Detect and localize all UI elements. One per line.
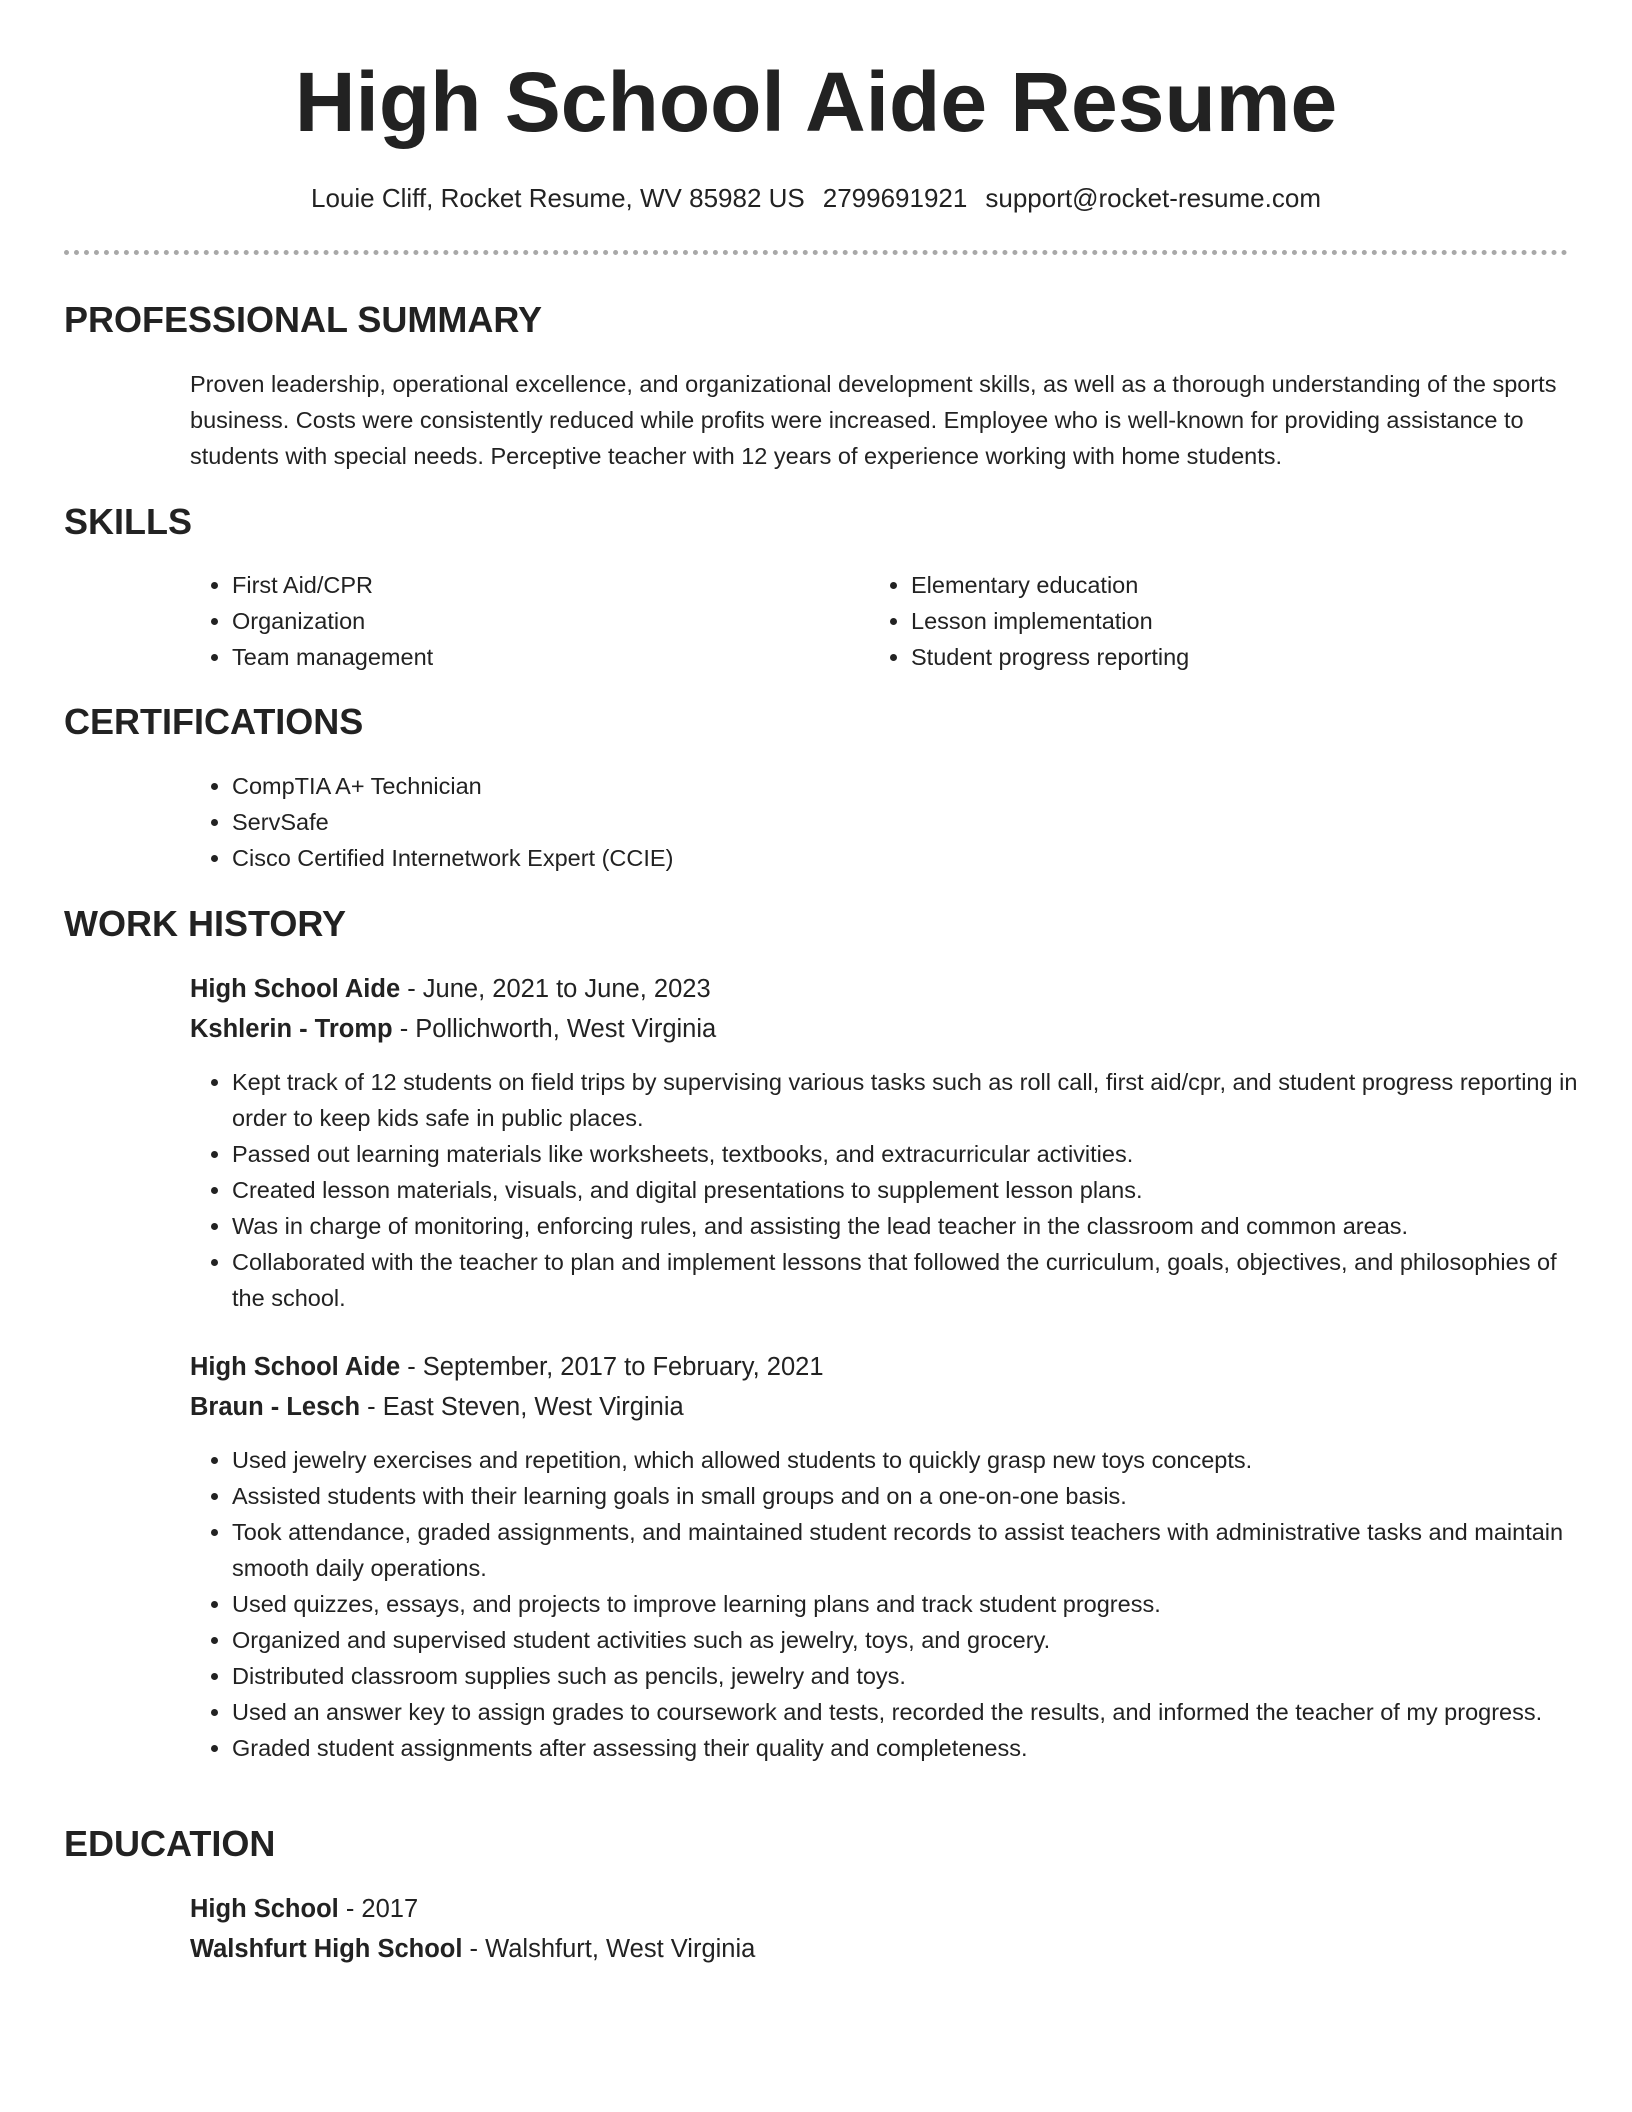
job-bullets <box>190 1442 1582 1766</box>
skill-item: • Student progress reporting <box>911 639 1511 675</box>
education-year: - 2017 <box>338 1895 419 1923</box>
job-company-line <box>190 1009 716 1049</box>
contact-phone: 2799691921 <box>822 183 968 213</box>
certifications-heading: CERTIFICATIONS <box>64 701 364 742</box>
skill-item: • First Aid/CPR <box>232 567 832 603</box>
certification-item: • ServSafe <box>232 804 1532 840</box>
education-degree: High School <box>190 1895 339 1923</box>
certifications-list <box>190 768 1532 876</box>
job-bullets <box>190 1064 1582 1316</box>
job-dates: - September, 2017 to February, 2021 <box>400 1353 824 1381</box>
skill-item: • Team management <box>232 639 832 675</box>
job-company: Braun - Lesch <box>190 1393 361 1421</box>
job-bullet: • Passed out learning materials like worksheets, textbooks, and extracurricular activities. <box>232 1136 1582 1172</box>
job-title: High School Aide <box>190 975 401 1003</box>
education-location: - Walshfurt, West Virginia <box>462 1935 756 1963</box>
job-bullet: • Organized and supervised student activities such as jewelry, toys, and grocery. <box>232 1622 1582 1658</box>
education-school-line <box>190 1929 755 1969</box>
header-divider <box>64 250 1568 255</box>
summary-heading: PROFESSIONAL SUMMARY <box>64 299 543 340</box>
job-bullet: • Kept track of 12 students on field trips by supervising various tasks such as roll call, first aid/cpr, and student progress reporting in order to keep kids safe in public places. <box>232 1064 1582 1136</box>
contact-address: Louie Cliff, Rocket Resume, WV 85982 US <box>311 183 805 213</box>
skill-item: • Organization <box>232 603 832 639</box>
job-title-line <box>190 969 711 1009</box>
job-bullet: • Distributed classroom supplies such as pencils, jewelry and toys. <box>232 1658 1582 1694</box>
certification-item: • CompTIA A+ Technician <box>232 768 1532 804</box>
job-bullet: • Created lesson materials, visuals, and digital presentations to supplement lesson plans. <box>232 1172 1582 1208</box>
job-company-line <box>190 1387 684 1427</box>
work-history-heading: WORK HISTORY <box>64 903 347 944</box>
job-bullet: • Was in charge of monitoring, enforcing rules, and assisting the lead teacher in the classroom and common areas. <box>232 1208 1582 1244</box>
job-bullet: • Graded student assignments after assessing their quality and completeness. <box>232 1730 1582 1766</box>
job-bullet: • Collaborated with the teacher to plan and implement lessons that followed the curriculum, goals, objectives, and philosophies of the school. <box>232 1244 1582 1316</box>
education-school: Walshfurt High School <box>190 1935 463 1963</box>
job-location: - East Steven, West Virginia <box>360 1393 684 1421</box>
job-bullet: • Used jewelry exercises and repetition, which allowed students to quickly grasp new toys concepts. <box>232 1442 1582 1478</box>
skills-list-right <box>869 567 1511 675</box>
contact-email: support@rocket-resume.com <box>985 183 1321 213</box>
contact-line <box>0 178 1632 218</box>
job-location: - Pollichworth, West Virginia <box>392 1015 717 1043</box>
skill-item: • Lesson implementation <box>911 603 1511 639</box>
job-company: Kshlerin - Tromp <box>190 1015 393 1043</box>
job-bullet: • Assisted students with their learning goals in small groups and on a one-on-one basis. <box>232 1478 1582 1514</box>
job-title: High School Aide <box>190 1353 401 1381</box>
skills-heading: SKILLS <box>64 501 193 542</box>
skills-list-left <box>190 567 832 675</box>
job-bullet: • Used quizzes, essays, and projects to improve learning plans and track student progress. <box>232 1586 1582 1622</box>
education-heading: EDUCATION <box>64 1823 276 1864</box>
job-dates: - June, 2021 to June, 2023 <box>400 975 711 1003</box>
certification-item: • Cisco Certified Internetwork Expert (CCIE) <box>232 840 1532 876</box>
job-bullet: • Used an answer key to assign grades to coursework and tests, recorded the results, and informed the teacher of my progress. <box>232 1694 1582 1730</box>
job-bullet: • Took attendance, graded assignments, and maintained student records to assist teachers with administrative tasks and maintain smooth daily operations. <box>232 1514 1582 1586</box>
job-title-line <box>190 1347 824 1387</box>
resume-title: High School Aide Resume <box>294 55 1338 149</box>
summary-text: Proven leadership, operational excellence, and organizational development skills, as well as a thorough understanding of the sports business. Costs were consistently reduced while profits were increased. Employee who is well-known for providing assistance to students with special needs. Perceptive teacher with 12 years of experience working with home students. <box>190 371 1557 469</box>
skill-item: • Elementary education <box>911 567 1511 603</box>
education-degree-line <box>190 1889 418 1929</box>
